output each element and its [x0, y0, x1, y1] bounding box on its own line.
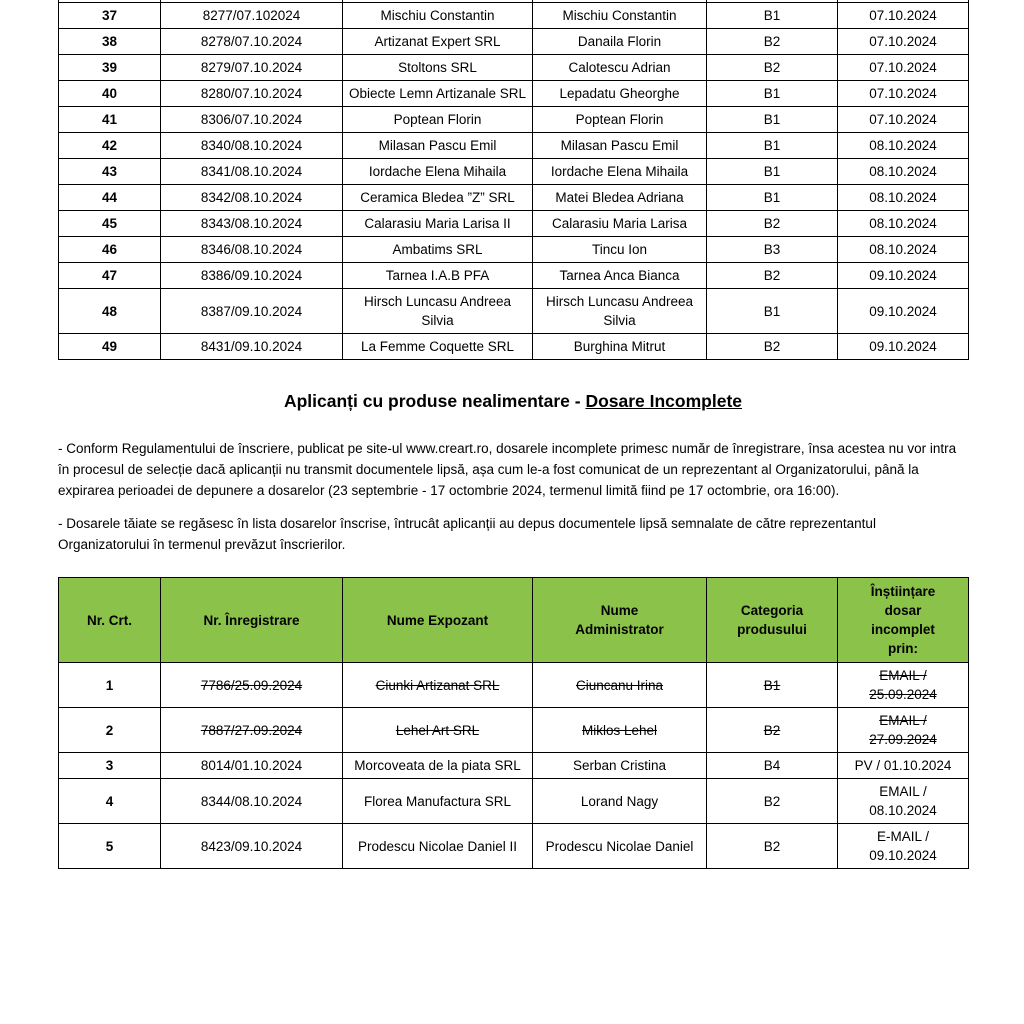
cell-nr: 48	[59, 289, 161, 334]
cell-categorie: B3	[707, 237, 838, 263]
cell-data: 08.10.2024	[838, 159, 969, 185]
cell-admin: Milasan Pascu Emil	[533, 133, 707, 159]
cell-categorie: B1	[707, 289, 838, 334]
table-row	[59, 159, 969, 185]
cell-categorie: B4	[707, 753, 838, 779]
header-nume-administrator: Nume Administrator	[533, 578, 707, 663]
header-categoria-produsului: Categoria produsului	[707, 578, 838, 663]
cell-data: 09.10.2024	[838, 334, 969, 360]
table-row	[59, 708, 969, 753]
cell-expozant: Stoltons SRL	[343, 55, 533, 81]
table-row	[59, 29, 969, 55]
cell-nr: 49	[59, 334, 161, 360]
table-row	[59, 263, 969, 289]
cell-categorie: B2	[707, 334, 838, 360]
cell-expozant: Lehel Art SRL	[343, 708, 533, 753]
cell-reg: 8423/09.10.2024	[161, 824, 343, 869]
header-instiintare-dosar: Înștiințare dosar incomplet prin:	[838, 578, 969, 663]
cell-expozant: Ambatims SRL	[343, 237, 533, 263]
cell-nr: 40	[59, 81, 161, 107]
cell-data: 07.10.2024	[838, 81, 969, 107]
incomplete-files-table-header	[59, 578, 969, 663]
cell-expozant: Morcoveata de la piata SRL	[343, 753, 533, 779]
cell-reg: 8342/08.10.2024	[161, 185, 343, 211]
table-row	[59, 107, 969, 133]
cell-nr: 43	[59, 159, 161, 185]
table-row	[59, 663, 969, 708]
cell-admin: Prodescu Nicolae Daniel	[533, 824, 707, 869]
cell-expozant: Prodescu Nicolae Daniel II	[343, 824, 533, 869]
cell-expozant: Hirsch Luncasu Andreea Silvia	[343, 289, 533, 334]
cell-admin: Lorand Nagy	[533, 779, 707, 824]
section-title	[58, 390, 968, 412]
cell-reg: 7887/27.09.2024	[161, 708, 343, 753]
cell-admin: Mischiu Constantin	[533, 3, 707, 29]
cell-expozant: Calarasiu Maria Larisa II	[343, 211, 533, 237]
cell-admin: Poptean Florin	[533, 107, 707, 133]
cell-reg: 8278/07.10.2024	[161, 29, 343, 55]
cell-categorie: B2	[707, 55, 838, 81]
cell-notif: EMAIL / 08.10.2024	[838, 779, 969, 824]
cell-notif: E-MAIL / 09.10.2024	[838, 824, 969, 869]
cell-expozant: Artizanat Expert SRL	[343, 29, 533, 55]
cell-reg: 8279/07.10.2024	[161, 55, 343, 81]
header-nume-expozant: Nume Expozant	[343, 578, 533, 663]
cell-reg: 8014/01.10.2024	[161, 753, 343, 779]
cell-categorie: B1	[707, 3, 838, 29]
cell-reg: 8346/08.10.2024	[161, 237, 343, 263]
cell-data: 07.10.2024	[838, 29, 969, 55]
cell-admin: Ciuncanu Irina	[533, 663, 707, 708]
cell-expozant: Poptean Florin	[343, 107, 533, 133]
cell-reg: 7786/25.09.2024	[161, 663, 343, 708]
cell-expozant: Ciunki Artizanat SRL	[343, 663, 533, 708]
cell-expozant: Florea Manufactura SRL	[343, 779, 533, 824]
table-row	[59, 81, 969, 107]
cell-data: 07.10.2024	[838, 3, 969, 29]
table-row	[59, 289, 969, 334]
section-title-underlined: Dosare Incomplete	[585, 391, 743, 411]
cell-categorie: B1	[707, 663, 838, 708]
cell-reg: 8387/09.10.2024	[161, 289, 343, 334]
document-page	[58, 0, 968, 869]
header-nr-crt: Nr. Crt.	[59, 578, 161, 663]
cell-reg: 8277/07.102024	[161, 3, 343, 29]
cell-nr: 46	[59, 237, 161, 263]
table-row	[59, 753, 969, 779]
cell-data: 09.10.2024	[838, 289, 969, 334]
section-title-prefix: Aplicanți cu produse nealimentare -	[283, 391, 586, 411]
cell-admin: Iordache Elena Mihaila	[533, 159, 707, 185]
cell-reg: 8340/08.10.2024	[161, 133, 343, 159]
cell-categorie: B1	[707, 133, 838, 159]
table-row	[59, 55, 969, 81]
table-row	[59, 3, 969, 29]
cell-notif: EMAIL / 25.09.2024	[838, 663, 969, 708]
table-row	[59, 779, 969, 824]
table-row	[59, 211, 969, 237]
cell-nr: 44	[59, 185, 161, 211]
cell-nr: 39	[59, 55, 161, 81]
cell-nr: 45	[59, 211, 161, 237]
cell-reg: 8306/07.10.2024	[161, 107, 343, 133]
cell-data: 08.10.2024	[838, 185, 969, 211]
cell-expozant: Milasan Pascu Emil	[343, 133, 533, 159]
cell-categorie: B1	[707, 159, 838, 185]
cell-reg: 8344/08.10.2024	[161, 779, 343, 824]
cell-data: 08.10.2024	[838, 133, 969, 159]
cell-admin: Danaila Florin	[533, 29, 707, 55]
cell-nr: 38	[59, 29, 161, 55]
table-row	[59, 237, 969, 263]
cell-nr: 3	[59, 753, 161, 779]
note-paragraph-strikethrough: - Dosarele tăiate se regăsesc în lista dosarelor înscrise, întrucât aplicanții au depus documentele lipsă semnalate de către reprezentantul Organizatorului în termenul prevăzut înscrierilor.	[58, 516, 876, 552]
cell-admin: Calotescu Adrian	[533, 55, 707, 81]
cell-categorie: B2	[707, 263, 838, 289]
registrations-table-continued	[58, 0, 969, 360]
cell-data: 09.10.2024	[838, 263, 969, 289]
cell-categorie: B2	[707, 824, 838, 869]
cell-expozant: La Femme Coquette SRL	[343, 334, 533, 360]
cell-reg: 8343/08.10.2024	[161, 211, 343, 237]
cell-categorie: B2	[707, 29, 838, 55]
cell-admin: Miklos Lehel	[533, 708, 707, 753]
cell-categorie: B2	[707, 779, 838, 824]
cell-expozant: Ceramica Bledea ”Z” SRL	[343, 185, 533, 211]
cell-categorie: B1	[707, 107, 838, 133]
cell-nr: 47	[59, 263, 161, 289]
cell-categorie: B1	[707, 185, 838, 211]
incomplete-files-table-body	[59, 663, 969, 869]
header-nr-inregistrare: Nr. Înregistrare	[161, 578, 343, 663]
table-row	[59, 334, 969, 360]
cell-data: 08.10.2024	[838, 237, 969, 263]
cell-expozant: Mischiu Constantin	[343, 3, 533, 29]
cell-nr: 5	[59, 824, 161, 869]
cell-admin: Tarnea Anca Bianca	[533, 263, 707, 289]
table-row	[59, 133, 969, 159]
cell-nr: 2	[59, 708, 161, 753]
cell-data: 07.10.2024	[838, 55, 969, 81]
cell-categorie: B2	[707, 211, 838, 237]
cell-notif: EMAIL / 27.09.2024	[838, 708, 969, 753]
cell-admin: Tincu Ion	[533, 237, 707, 263]
incomplete-files-table	[58, 577, 969, 869]
cell-reg: 8386/09.10.2024	[161, 263, 343, 289]
cell-notif: PV / 01.10.2024	[838, 753, 969, 779]
cell-nr: 4	[59, 779, 161, 824]
cell-nr: 41	[59, 107, 161, 133]
cell-categorie: B1	[707, 81, 838, 107]
cell-admin: Hirsch Luncasu Andreea Silvia	[533, 289, 707, 334]
cell-categorie: B2	[707, 708, 838, 753]
cell-reg: 8431/09.10.2024	[161, 334, 343, 360]
cell-admin: Burghina Mitrut	[533, 334, 707, 360]
registrations-table-body	[59, 0, 969, 360]
cell-admin: Serban Cristina	[533, 753, 707, 779]
cell-admin: Lepadatu Gheorghe	[533, 81, 707, 107]
cell-nr: 42	[59, 133, 161, 159]
header-row	[59, 578, 969, 663]
table-row	[59, 824, 969, 869]
cell-data: 08.10.2024	[838, 211, 969, 237]
cell-expozant: Tarnea I.A.B PFA	[343, 263, 533, 289]
cell-nr: 37	[59, 3, 161, 29]
cell-reg: 8280/07.10.2024	[161, 81, 343, 107]
cell-expozant: Iordache Elena Mihaila	[343, 159, 533, 185]
cell-admin: Matei Bledea Adriana	[533, 185, 707, 211]
note-paragraph-rules: - Conform Regulamentului de înscriere, publicat pe site-ul www.creart.ro, dosarele incomplete primesc număr de înregistrare, însa acestea nu vor intra în procesul de selecție dacă aplicanții nu transmit documentele lipsă, așa cum le-a fost comunicat de un reprezentant al Organizatorului, până la expirarea perioadei de depunere a dosarelor (23 septembrie - 17 octombrie 2024, termenul limită fiind pe 17 octombrie, ora 16:00).	[58, 441, 957, 498]
cell-admin: Calarasiu Maria Larisa	[533, 211, 707, 237]
cell-expozant: Obiecte Lemn Artizanale SRL	[343, 81, 533, 107]
cell-data: 07.10.2024	[838, 107, 969, 133]
cell-reg: 8341/08.10.2024	[161, 159, 343, 185]
cell-nr: 1	[59, 663, 161, 708]
table-row	[59, 185, 969, 211]
